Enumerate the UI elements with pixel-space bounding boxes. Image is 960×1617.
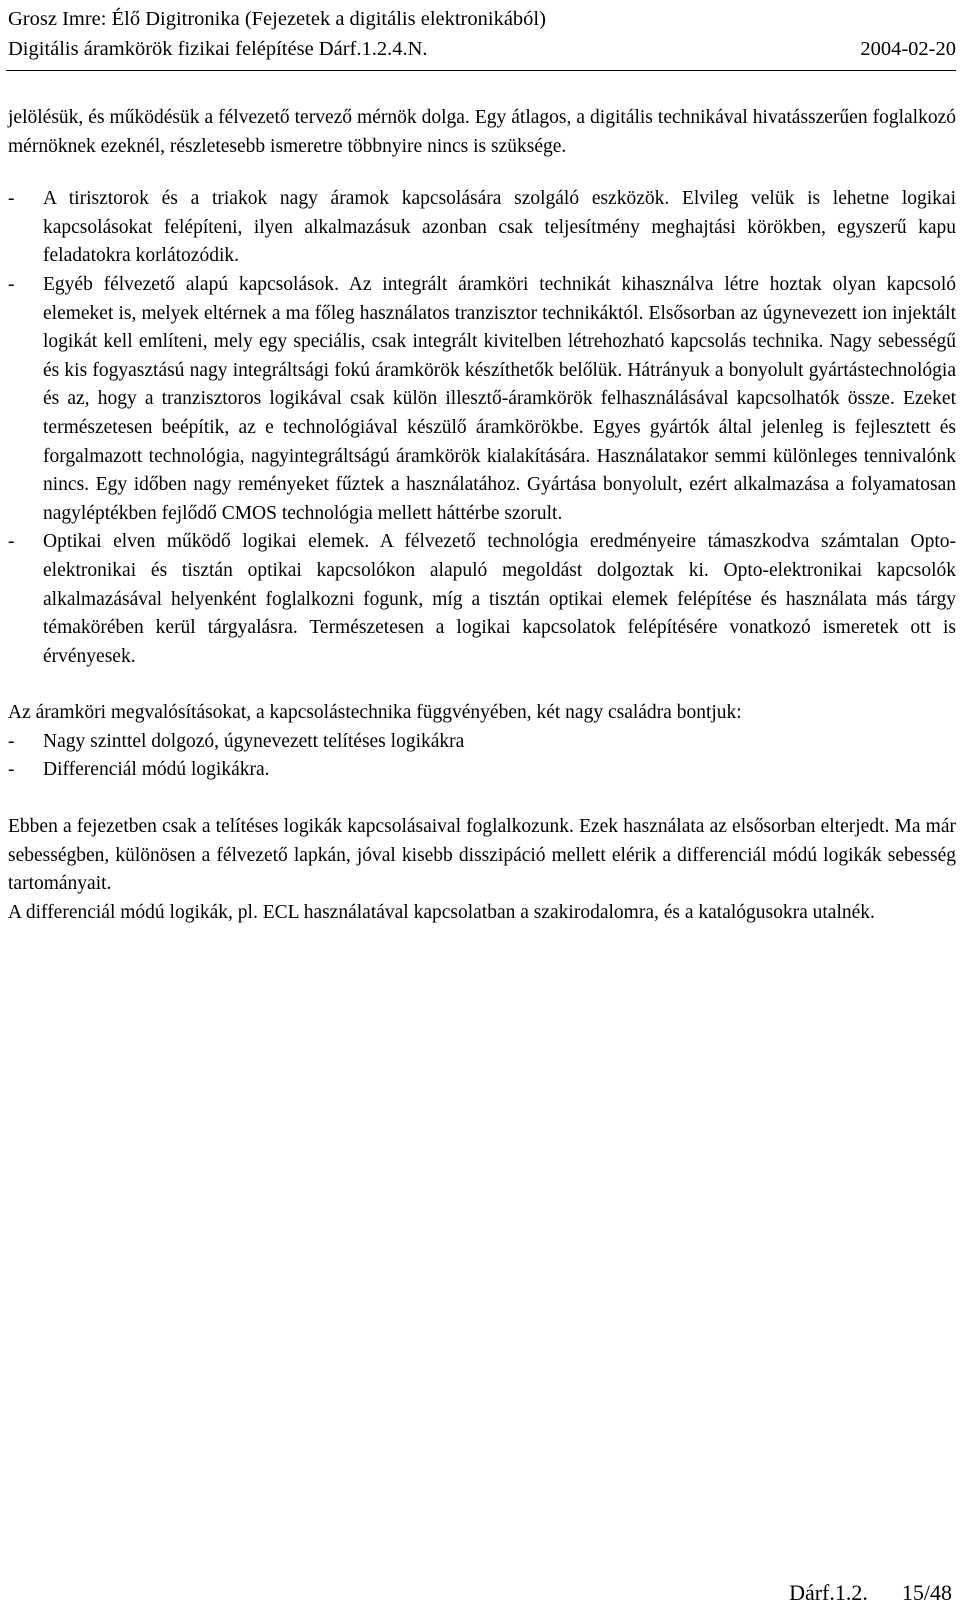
spacer	[8, 671, 956, 699]
intro-paragraph: jelölésük, és működésük a félvezető tervező mérnök dolga. Egy átlagos, a digitális technikával hivatásszerűen foglalkozó mérnöknek ezeknél, részletesebb ismeretre többnyire nincs is szüksége.	[8, 107, 956, 157]
spacer	[8, 785, 956, 813]
header-divider	[6, 70, 956, 71]
header-section-title: Digitális áramkörök fizikai felépítése Dárf.1.2.4.N.	[8, 38, 428, 60]
list-dash: -	[8, 531, 15, 553]
footer-section-code: Dárf.1.2.	[789, 1580, 868, 1605]
closing-paragraph: Ebben a fejezetben csak a telítéses logikák kapcsolásaival foglalkozunk. Ezek használata az elsősorban elterjedt. Ma már sebességben, különösen a félvezető lapkán, jóval kisebb disszipáció mellett elérik a differenciál módú logikák sebesség tartományait.	[8, 816, 956, 895]
list-dash: -	[8, 759, 15, 781]
list-item-thyristors	[8, 185, 956, 271]
header-date: 2004-02-20	[860, 38, 956, 60]
list-item-optical-logic	[8, 528, 956, 671]
page-body	[8, 104, 956, 927]
list-item-text: Nagy szinttel dolgozó, úgynevezett telítéses logikákra	[43, 730, 465, 752]
ecl-reference-paragraph: A differenciál módú logikák, pl. ECL használatával kapcsolatban a szakirodalomra, és a katalógusokra utalnék.	[8, 901, 875, 923]
header-title: Grosz Imre: Élő Digitronika (Fejezetek a digitális elektronikából)	[8, 8, 546, 30]
page-number: 15/48	[901, 1580, 952, 1605]
list-item-semiconductor-switches	[8, 271, 956, 528]
list-item-text: A tirisztorok és a triakok nagy áramok kapcsolására szolgáló eszközök. Elvileg velük is lehetne logikai kapcsolásokat felépíteni, ilyen alkalmazásuk azonban csak teljesítmény meghajtási körökben, egyszerű kapu feladatokra korlátozódik.	[43, 188, 956, 267]
page-header	[8, 4, 956, 64]
families-intro-paragraph: Az áramköri megvalósításokat, a kapcsolástechnika függvényében, két nagy családra bontjuk:	[8, 702, 742, 724]
list-item-text: Egyéb félvezető alapú kapcsolások. Az integrált áramköri technikát kihasználva létre hoztak olyan kapcsoló elemeket is, melyek eltérnek a ma főleg használatos tranzisztor technikáktól. Elsősorban az úgynevezett ion injektált logikát kell említeni, mely egy speciális, csak integrált kivitelben létrehozható kapcsolás technika. Nagy sebességű és kis fogyasztású nagy integráltsági fokú áramkörök készíthetők belőlük. Hátrányuk a bonyolult gyártástechnológia és az, hogy a tranzisztoros logikával csak külön illesztő-áramkörök felhasználásával kapcsolhatók össze. Ezeket természetesen beépítik, az e technológiával készülő áramkörökbe. Egyes gyártók által jelenleg is fejlesztett és forgalmazott technológia, nagyintegráltságú áramkörök kialakítására. Használatakor semmi különleges tennivalónk nincs. Egy időben nagy reményeket fűztek a használatához. Gyártása bonyolult, ezért alkalmazása a folyamatosan nagyléptékben fejlődő CMOS technológia mellett háttérbe szorult.	[43, 273, 956, 524]
page-footer	[789, 1578, 952, 1608]
family-item-differential	[8, 756, 956, 785]
spacer	[8, 161, 956, 185]
header-title-row	[8, 4, 956, 34]
list-dash: -	[8, 273, 15, 295]
family-item-saturated	[8, 728, 956, 757]
list-dash: -	[8, 730, 15, 752]
list-dash: -	[8, 188, 15, 210]
list-item-text: Optikai elven működő logikai elemek. A félvezető technológia eredményeire támaszkodva számtalan Opto-elektronikai és tisztán optikai kapcsolókon alapuló megoldást dolgoztak ki. Opto-elektronikai kapcsolók alkalmazásával helyenként foglalkozni fogunk, míg a tisztán optikai elemek felépítése és használata más tárgy témakörében kerül tárgyalásra. Természetesen a logikai kapcsolatok felépítésére vonatkozó ismeretek ott is érvényesek.	[43, 531, 956, 667]
header-subtitle-row	[8, 34, 956, 64]
list-item-text: Differenciál módú logikákra.	[43, 759, 270, 781]
